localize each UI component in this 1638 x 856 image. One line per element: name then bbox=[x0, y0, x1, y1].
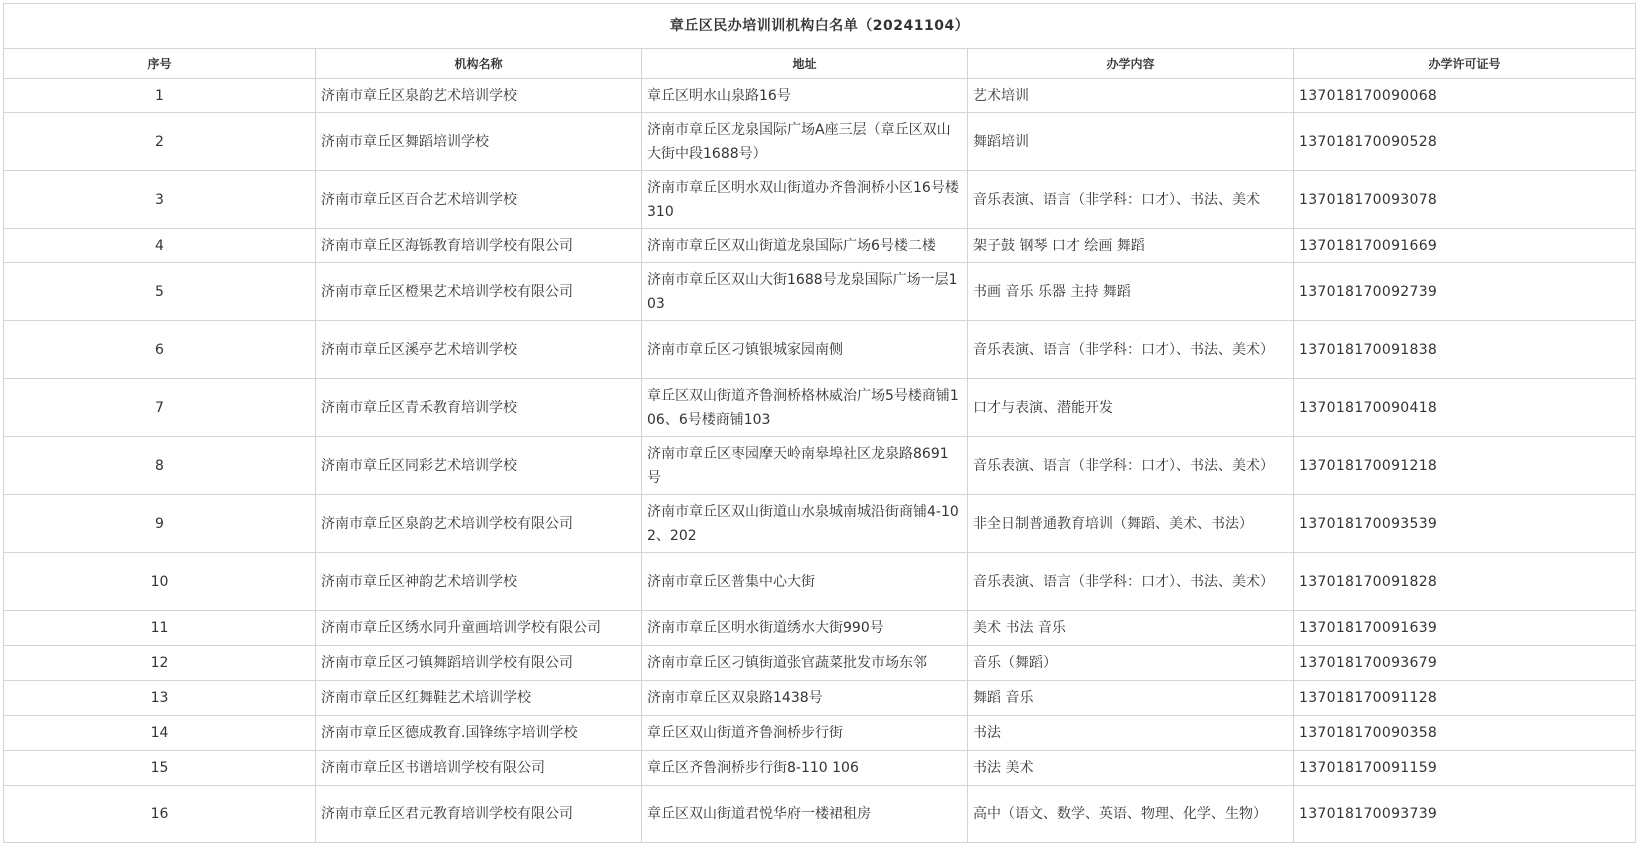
row-address: 章丘区明水山泉路16号 bbox=[642, 79, 968, 113]
row-content: 音乐表演、语言（非学科：口才）、书法、美术） bbox=[968, 553, 1294, 611]
row-content: 舞蹈培训 bbox=[968, 113, 1294, 171]
table-row bbox=[4, 437, 1636, 495]
row-address: 济南市章丘区龙泉国际广场A座三层（章丘区双山大街中段1688号） bbox=[642, 113, 968, 171]
row-index: 6 bbox=[4, 321, 316, 379]
row-name: 济南市章丘区橙果艺术培训学校有限公司 bbox=[316, 263, 642, 321]
row-name: 济南市章丘区君元教育培训学校有限公司 bbox=[316, 786, 642, 843]
table-row bbox=[4, 681, 1636, 716]
row-content: 音乐（舞蹈） bbox=[968, 646, 1294, 681]
row-index: 15 bbox=[4, 751, 316, 786]
row-license: 137018170093078 bbox=[1294, 171, 1636, 229]
table-row bbox=[4, 379, 1636, 437]
row-license: 137018170090528 bbox=[1294, 113, 1636, 171]
row-address: 济南市章丘区明水双山街道办齐鲁涧桥小区16号楼310 bbox=[642, 171, 968, 229]
col-header-license: 办学许可证号 bbox=[1294, 49, 1636, 79]
row-name: 济南市章丘区海铄教育培训学校有限公司 bbox=[316, 229, 642, 263]
row-content: 音乐表演、语言（非学科：口才）、书法、美术） bbox=[968, 321, 1294, 379]
table-row bbox=[4, 611, 1636, 646]
row-name: 济南市章丘区神韵艺术培训学校 bbox=[316, 553, 642, 611]
row-index: 5 bbox=[4, 263, 316, 321]
table-row bbox=[4, 751, 1636, 786]
row-license: 137018170091669 bbox=[1294, 229, 1636, 263]
row-address: 济南市章丘区双泉路1438号 bbox=[642, 681, 968, 716]
row-name: 济南市章丘区溪亭艺术培训学校 bbox=[316, 321, 642, 379]
row-address: 章丘区齐鲁涧桥步行街8-110 106 bbox=[642, 751, 968, 786]
table-row bbox=[4, 263, 1636, 321]
row-content: 高中（语文、数学、英语、物理、化学、生物） bbox=[968, 786, 1294, 843]
row-license: 137018170090418 bbox=[1294, 379, 1636, 437]
row-index: 16 bbox=[4, 786, 316, 843]
row-name: 济南市章丘区同彩艺术培训学校 bbox=[316, 437, 642, 495]
row-content: 架子鼓 钢琴 口才 绘画 舞蹈 bbox=[968, 229, 1294, 263]
row-license: 137018170093539 bbox=[1294, 495, 1636, 553]
row-index: 11 bbox=[4, 611, 316, 646]
row-license: 137018170090358 bbox=[1294, 716, 1636, 751]
row-content: 口才与表演、潜能开发 bbox=[968, 379, 1294, 437]
row-content: 书画 音乐 乐器 主持 舞蹈 bbox=[968, 263, 1294, 321]
row-index: 13 bbox=[4, 681, 316, 716]
row-name: 济南市章丘区百合艺术培训学校 bbox=[316, 171, 642, 229]
whitelist-table bbox=[3, 3, 1636, 843]
row-license: 137018170091639 bbox=[1294, 611, 1636, 646]
row-name: 济南市章丘区书谱培训学校有限公司 bbox=[316, 751, 642, 786]
row-content: 音乐表演、语言（非学科：口才）、书法、美术） bbox=[968, 437, 1294, 495]
row-address: 济南市章丘区普集中心大街 bbox=[642, 553, 968, 611]
col-header-index: 序号 bbox=[4, 49, 316, 79]
row-content: 艺术培训 bbox=[968, 79, 1294, 113]
table-row bbox=[4, 113, 1636, 171]
row-address: 济南市章丘区刁镇银城家园南侧 bbox=[642, 321, 968, 379]
table-row bbox=[4, 553, 1636, 611]
row-index: 8 bbox=[4, 437, 316, 495]
table-row bbox=[4, 716, 1636, 751]
table-title: 章丘区民办培训训机构白名单（20241104） bbox=[4, 4, 1636, 49]
row-index: 12 bbox=[4, 646, 316, 681]
row-license: 137018170091218 bbox=[1294, 437, 1636, 495]
table-row bbox=[4, 646, 1636, 681]
row-address: 济南市章丘区双山街道龙泉国际广场6号楼二楼 bbox=[642, 229, 968, 263]
row-address: 章丘区双山街道君悦华府一楼裙租房 bbox=[642, 786, 968, 843]
row-index: 2 bbox=[4, 113, 316, 171]
col-header-name: 机构名称 bbox=[316, 49, 642, 79]
row-content: 美术 书法 音乐 bbox=[968, 611, 1294, 646]
row-content: 舞蹈 音乐 bbox=[968, 681, 1294, 716]
row-license: 137018170091838 bbox=[1294, 321, 1636, 379]
header-row bbox=[4, 49, 1636, 79]
row-address: 济南市章丘区刁镇街道张官蔬菜批发市场东邻 bbox=[642, 646, 968, 681]
row-license: 137018170093679 bbox=[1294, 646, 1636, 681]
row-content: 书法 美术 bbox=[968, 751, 1294, 786]
table-row bbox=[4, 79, 1636, 113]
col-header-content: 办学内容 bbox=[968, 49, 1294, 79]
row-address: 章丘区双山街道齐鲁涧桥格林威治广场5号楼商铺106、6号楼商铺103 bbox=[642, 379, 968, 437]
row-address: 济南市章丘区枣园摩天岭南皋埠社区龙泉路8691号 bbox=[642, 437, 968, 495]
row-name: 济南市章丘区舞蹈培训学校 bbox=[316, 113, 642, 171]
row-name: 济南市章丘区绣水同升童画培训学校有限公司 bbox=[316, 611, 642, 646]
row-index: 7 bbox=[4, 379, 316, 437]
row-content: 非全日制普通教育培训（舞蹈、美术、书法） bbox=[968, 495, 1294, 553]
row-name: 济南市章丘区泉韵艺术培训学校 bbox=[316, 79, 642, 113]
row-index: 3 bbox=[4, 171, 316, 229]
row-license: 137018170091128 bbox=[1294, 681, 1636, 716]
row-content: 书法 bbox=[968, 716, 1294, 751]
table-row bbox=[4, 321, 1636, 379]
row-address: 章丘区双山街道齐鲁涧桥步行街 bbox=[642, 716, 968, 751]
table-row bbox=[4, 495, 1636, 553]
row-index: 4 bbox=[4, 229, 316, 263]
row-index: 10 bbox=[4, 553, 316, 611]
row-index: 1 bbox=[4, 79, 316, 113]
col-header-address: 地址 bbox=[642, 49, 968, 79]
table-row bbox=[4, 229, 1636, 263]
row-name: 济南市章丘区青禾教育培训学校 bbox=[316, 379, 642, 437]
table-row bbox=[4, 171, 1636, 229]
row-index: 9 bbox=[4, 495, 316, 553]
row-name: 济南市章丘区德成教育.国锋练字培训学校 bbox=[316, 716, 642, 751]
row-name: 济南市章丘区红舞鞋艺术培训学校 bbox=[316, 681, 642, 716]
row-content: 音乐表演、语言（非学科：口才）、书法、美术 bbox=[968, 171, 1294, 229]
row-license: 137018170091828 bbox=[1294, 553, 1636, 611]
row-license: 137018170092739 bbox=[1294, 263, 1636, 321]
row-address: 济南市章丘区双山街道山水泉城南城沿街商铺4-102、202 bbox=[642, 495, 968, 553]
table-row bbox=[4, 786, 1636, 843]
row-license: 137018170093739 bbox=[1294, 786, 1636, 843]
row-address: 济南市章丘区双山大街1688号龙泉国际广场一层103 bbox=[642, 263, 968, 321]
row-license: 137018170090068 bbox=[1294, 79, 1636, 113]
row-address: 济南市章丘区明水街道绣水大街990号 bbox=[642, 611, 968, 646]
row-index: 14 bbox=[4, 716, 316, 751]
row-name: 济南市章丘区泉韵艺术培训学校有限公司 bbox=[316, 495, 642, 553]
row-name: 济南市章丘区刁镇舞蹈培训学校有限公司 bbox=[316, 646, 642, 681]
row-license: 137018170091159 bbox=[1294, 751, 1636, 786]
